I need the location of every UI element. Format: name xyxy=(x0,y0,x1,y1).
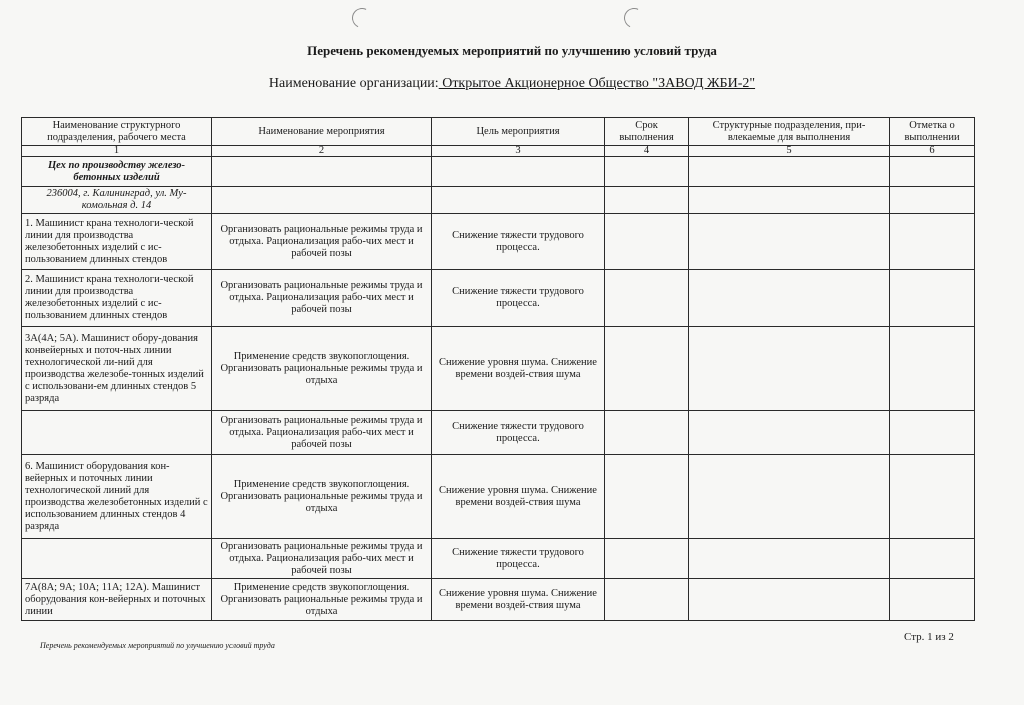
organization-label: Наименование организации: xyxy=(268,76,439,91)
goal-cell: Снижение уровня шума. Снижение времени воздей-ствия шума xyxy=(432,579,605,621)
page-number: Стр. 1 из 2 xyxy=(904,631,954,643)
measure-cell: Применение средств звукопоглощения. Организовать рациональные режимы труда и отдыха xyxy=(212,579,432,621)
goal-cell: Снижение уровня шума. Снижение времени воздей-ствия шума xyxy=(432,327,605,411)
measure-cell: Применение средств звукопоглощения. Организовать рациональные режимы труда и отдыха xyxy=(212,327,432,411)
column-number: 4 xyxy=(605,146,689,157)
table-header-row xyxy=(22,118,975,146)
measure-cell: Организовать рациональные режимы труда и отдыха. Рационализация рабо-чих мест и рабочей позы xyxy=(212,214,432,270)
measure-cell: Организовать рациональные режимы труда и отдыха. Рационализация рабо-чих мест и рабочей позы xyxy=(212,539,432,579)
table-row xyxy=(22,411,975,455)
table-row xyxy=(22,455,975,539)
table-row xyxy=(22,539,975,579)
header-measure: Наименование мероприятия xyxy=(212,118,432,146)
punch-hole-mark xyxy=(349,5,375,31)
header-goal: Цель мероприятия xyxy=(432,118,605,146)
header-deadline: Срок выполнения xyxy=(605,118,689,146)
workplace-cell: 1. Машинист крана технологи-ческой линии для производства железобетонных изделий с ис-пользованием длинных стендов xyxy=(22,214,212,270)
workplace-cell: 2. Машинист крана технологи-ческой линии для производства железобетонных изделий с ис-пользованием длинных стендов xyxy=(22,270,212,327)
workplace-cell xyxy=(22,539,212,579)
header-departments: Структурные подразделения, при-влекаемые для выполнения xyxy=(689,118,890,146)
goal-cell: Снижение тяжести трудового процесса. xyxy=(432,214,605,270)
goal-cell: Снижение уровня шума. Снижение времени воздей-ствия шума xyxy=(432,455,605,539)
column-number: 5 xyxy=(689,146,890,157)
address-text: 236004, г. Калининград, ул. Му-комольная д. 14 xyxy=(22,187,212,214)
measures-table xyxy=(21,117,975,621)
organization-line xyxy=(0,76,1024,92)
measure-cell: Применение средств звукопоглощения. Организовать рациональные режимы труда и отдыха xyxy=(212,455,432,539)
column-number: 3 xyxy=(432,146,605,157)
workplace-cell: 3А(4А; 5А). Машинист обору-дования конвейерных и поточ-ных линии технологической ли-ний для производства железобе-тонных изделий с использовани-ем длинных стендов 5 разряда xyxy=(22,327,212,411)
workplace-cell: 6. Машинист оборудования кон-вейерных и поточных линии технологической линий для производства железобетонных изделий с использованием длинных стендов 4 разряда xyxy=(22,455,212,539)
footer-caption: Перечень рекомендуемых мероприятий по улучшению условий труда xyxy=(40,641,275,650)
column-number: 2 xyxy=(212,146,432,157)
column-number: 1 xyxy=(22,146,212,157)
section-title: Цех по производству железо-бетонных изделий xyxy=(22,157,212,187)
header-place: Наименование структурного подразделения, рабочего места xyxy=(22,118,212,146)
goal-cell: Снижение тяжести трудового процесса. xyxy=(432,270,605,327)
document-title: Перечень рекомендуемых мероприятий по улучшению условий труда xyxy=(307,43,717,58)
measure-cell: Организовать рациональные режимы труда и отдыха. Рационализация рабо-чих мест и рабочей позы xyxy=(212,411,432,455)
punch-hole-mark xyxy=(621,5,647,31)
section-row xyxy=(22,157,975,187)
table-row xyxy=(22,214,975,270)
workplace-cell xyxy=(22,411,212,455)
column-number-row xyxy=(22,146,975,157)
organization-value: Открытое Акционерное Общество "ЗАВОД ЖБИ-2" xyxy=(438,76,756,91)
workplace-cell: 7А(8А; 9А; 10А; 11А; 12А). Машинист оборудования кон-вейерных и поточных линии xyxy=(22,579,212,621)
table-row xyxy=(22,270,975,327)
goal-cell: Снижение тяжести трудового процесса. xyxy=(432,411,605,455)
measure-cell: Организовать рациональные режимы труда и отдыха. Рационализация рабо-чих мест и рабочей позы xyxy=(212,270,432,327)
header-completion-mark: Отметка о выполнении xyxy=(890,118,975,146)
column-number: 6 xyxy=(890,146,975,157)
goal-cell: Снижение тяжести трудового процесса. xyxy=(432,539,605,579)
table-row xyxy=(22,579,975,621)
table-row xyxy=(22,327,975,411)
address-row xyxy=(22,187,975,214)
